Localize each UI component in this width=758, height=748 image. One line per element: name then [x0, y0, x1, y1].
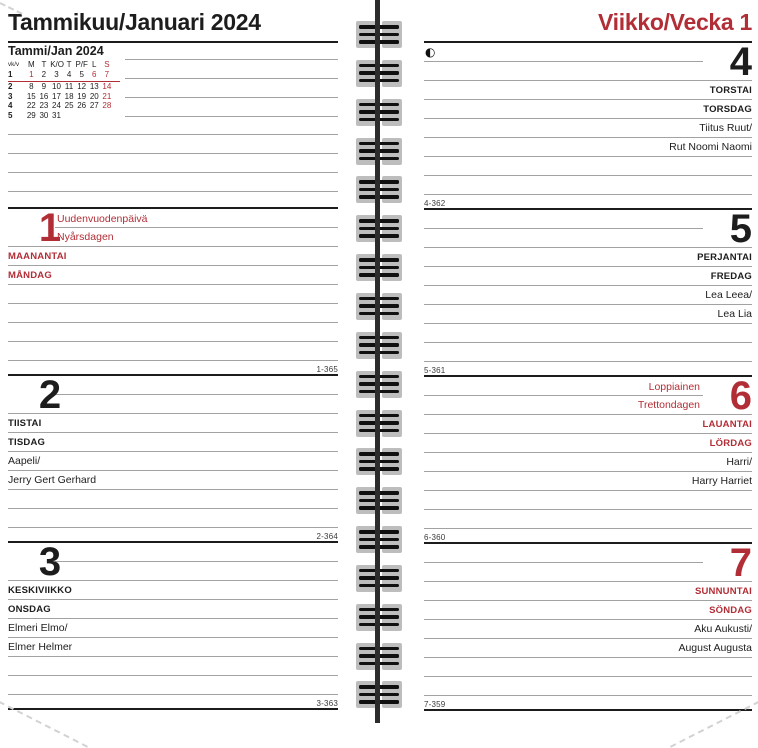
mini-calendar-week-number: 2 [8, 81, 13, 91]
mini-calendar-day: 6 [92, 69, 97, 79]
weekday-name-fi: MAANANTAI [8, 251, 67, 262]
weekday-name-fi: LAUANTAI [702, 419, 752, 430]
day-number-area [424, 374, 752, 418]
ruled-row [8, 323, 338, 342]
mini-calendar-grid [8, 60, 120, 121]
ruled-row [8, 600, 338, 619]
note-line [125, 97, 338, 98]
mini-calendar-day: 26 [77, 101, 87, 111]
mini-calendar-day: 14 [102, 81, 112, 91]
ruled-row [424, 434, 752, 453]
mini-calendar-day [88, 111, 101, 121]
ruled-row [8, 490, 338, 509]
day-ordinal: 3-363 [316, 699, 338, 708]
ruled-row [8, 619, 338, 638]
nameday-names-fi: Tiitus Ruut/ [699, 122, 752, 134]
mini-calendar-week-row [8, 82, 120, 92]
spiral-binding [344, 0, 414, 723]
day-block-5 [424, 208, 752, 375]
day-block-2 [8, 374, 338, 541]
right-page [414, 0, 758, 723]
mini-calendar-day: 13 [89, 81, 99, 91]
note-line [125, 78, 338, 79]
weekday-name-sv: LÖRDAG [709, 438, 752, 449]
nameday-names-sv: Rut Noomi Naomi [669, 141, 752, 153]
ruled-row [424, 305, 752, 324]
note-line [125, 59, 338, 60]
note-line [125, 116, 338, 117]
day-ordinal: 6-360 [424, 533, 446, 542]
mini-calendar-day: 12 [77, 81, 87, 91]
holiday-name-sv: Nyårsdagen [57, 231, 114, 243]
mini-calendar-col-label: M [27, 60, 35, 69]
ruled-row [424, 582, 752, 601]
mini-calendar-day: 8 [29, 81, 34, 91]
mini-calendar-day: 2 [41, 69, 47, 79]
mini-calendar-col-label: L [92, 60, 97, 69]
day-number-area [424, 40, 752, 84]
weekday-name-fi: TIISTAI [8, 418, 42, 429]
mini-calendar-day: 29 [26, 111, 36, 121]
ruled-row [8, 471, 338, 490]
mini-calendar-day: 17 [52, 91, 61, 101]
ruled-row [424, 472, 752, 491]
weekday-name-sv: FREDAG [710, 271, 752, 282]
binding-rod [375, 0, 380, 723]
left-day-blocks [8, 207, 338, 710]
mini-calendar-week-row [8, 111, 120, 121]
mini-calendar-day: 4 [66, 69, 72, 79]
mini-calendar-day [63, 111, 76, 121]
ruled-row [424, 176, 752, 195]
day-block-7 [424, 542, 752, 709]
ruled-row [424, 453, 752, 472]
mini-calendar-col-label: S [104, 60, 110, 69]
mini-calendar-day: 21 [102, 91, 112, 101]
ruled-row [424, 324, 752, 343]
mini-calendar-day [101, 111, 114, 121]
weekday-name-sv: MÅNDAG [8, 270, 52, 281]
mini-calendar-day: 31 [52, 111, 61, 121]
mini-calendar-day [75, 111, 88, 121]
mini-calendar-week-number: 4 [8, 101, 13, 111]
day-ordinal: 5-361 [424, 366, 446, 375]
nameday-names-fi: Aku Aukusti/ [694, 623, 752, 635]
note-line [8, 172, 338, 173]
mini-calendar-week-row [8, 70, 120, 82]
day-number-area [424, 207, 752, 251]
ruled-row [424, 620, 752, 639]
right-day-blocks [424, 41, 752, 711]
mini-calendar-day: 10 [52, 81, 61, 91]
mini-calendar-col-label: vk/v [8, 61, 20, 68]
weekday-name-fi: SUNNUNTAI [694, 586, 752, 597]
mini-calendar-week-number: 5 [8, 111, 13, 121]
mini-calendar-col-label: K/O [50, 60, 64, 69]
mini-calendar-day: 27 [89, 101, 99, 111]
mini-calendar-header: Tammi/Jan 2024 [8, 44, 104, 58]
title-rule [8, 41, 338, 43]
nameday-names-sv: Elmer Helmer [8, 641, 73, 653]
mini-calendar-day: 18 [64, 91, 74, 101]
note-line [8, 153, 338, 154]
day-number: 1 [38, 206, 62, 250]
ruled-row [424, 100, 752, 119]
holiday-name-fi: Loppiainen [648, 381, 700, 393]
weekday-name-sv: TISDAG [8, 437, 46, 448]
mini-calendar-label-row [8, 60, 120, 70]
day-ordinal: 7-359 [424, 700, 446, 709]
ruled-row [8, 509, 338, 528]
nameday-names-sv: Lea Lia [717, 308, 752, 320]
ruled-row [424, 601, 752, 620]
mini-calendar-week-row [8, 92, 120, 102]
day-block-3 [8, 541, 338, 708]
ruled-row [8, 304, 338, 323]
ruled-row [424, 343, 752, 362]
day-number: 5 [729, 207, 752, 251]
mini-calendar-day: 7 [104, 69, 110, 79]
weekday-name-sv: TORSDAG [703, 104, 752, 115]
mini-calendar-week-number: 3 [8, 91, 13, 101]
page-title-month: Tammikuu/Januari 2024 [8, 9, 261, 35]
ruled-row [8, 433, 338, 452]
day-footer [8, 695, 338, 710]
day-block-1 [8, 207, 338, 374]
day-ordinal: 1-365 [316, 365, 338, 374]
day-number: 3 [38, 540, 62, 584]
mini-calendar-day: 20 [89, 91, 99, 101]
day-number-area [8, 206, 338, 250]
ruled-row [424, 415, 752, 434]
ruled-row [8, 676, 338, 695]
mini-calendar-col-label: T [41, 60, 47, 69]
ruled-row [424, 510, 752, 529]
ruled-row [8, 266, 338, 285]
mini-calendar-day: 11 [64, 81, 74, 91]
mini-calendar-week-number: 1 [8, 69, 13, 79]
mini-calendar-day: 15 [26, 91, 36, 101]
ruled-row [424, 248, 752, 267]
nameday-names-sv: Harry Harriet [691, 475, 752, 487]
day-ordinal: 2-364 [316, 532, 338, 541]
day-number: 2 [38, 373, 62, 417]
moon-phase-icon: ◐ [425, 45, 436, 59]
ruled-row [8, 657, 338, 676]
mini-calendar-week-row [8, 101, 120, 111]
note-line [8, 134, 338, 135]
weekday-name-sv: SÖNDAG [709, 605, 752, 616]
mini-calendar [8, 44, 120, 121]
mini-calendar-day: 16 [39, 91, 49, 101]
ruled-row [424, 491, 752, 510]
mini-calendar-day: 25 [64, 101, 74, 111]
mini-calendar-day: 24 [52, 101, 61, 111]
mini-calendar-day: 19 [77, 91, 87, 101]
ruled-row [8, 342, 338, 361]
ruled-row [8, 452, 338, 471]
mini-calendar-day: 23 [39, 101, 49, 111]
mini-calendar-day: 1 [29, 69, 34, 79]
day-ordinal: 4-362 [424, 199, 446, 208]
ruled-row [424, 677, 752, 696]
page-title-week: Viikko/Vecka 1 [598, 9, 752, 35]
weekday-name-fi: KESKIVIIKKO [8, 585, 72, 596]
nameday-names-fi: Harri/ [726, 456, 752, 468]
day-number: 6 [729, 374, 752, 418]
note-line [8, 191, 338, 192]
weekday-name-sv: ONSDAG [8, 604, 51, 615]
nameday-names-fi: Elmeri Elmo/ [8, 622, 68, 634]
nameday-names-sv: Jerry Gert Gerhard [8, 474, 97, 486]
ruled-row [424, 157, 752, 176]
ruled-row [424, 81, 752, 100]
day-number-area [424, 541, 752, 585]
ruled-row [424, 639, 752, 658]
day-block-4 [424, 41, 752, 208]
mini-calendar-day: 9 [41, 81, 47, 91]
mini-calendar-day: 28 [102, 101, 112, 111]
holiday-name-fi: Uudenvuodenpäivä [57, 213, 148, 225]
weekday-name-fi: TORSTAI [709, 85, 752, 96]
mini-calendar-day: 30 [39, 111, 49, 121]
day-number: 4 [729, 40, 752, 84]
day-number-area [8, 540, 338, 584]
day-block-6 [424, 375, 752, 542]
weekday-name-fi: PERJANTAI [697, 252, 752, 263]
nameday-names-sv: August Augusta [678, 642, 752, 654]
mini-calendar-col-label: T [66, 60, 72, 69]
mini-calendar-col-label: P/F [75, 60, 88, 69]
day-number-area [8, 373, 338, 417]
ruled-row [424, 658, 752, 677]
ruled-row [424, 267, 752, 286]
nameday-names-fi: Aapeli/ [8, 455, 41, 467]
ruled-row [424, 286, 752, 305]
left-page [0, 0, 344, 723]
ruled-row [424, 138, 752, 157]
ruled-row [424, 119, 752, 138]
mini-calendar-day: 5 [79, 69, 84, 79]
day-footer [424, 696, 752, 711]
mini-calendar-day: 22 [26, 101, 36, 111]
day-number: 7 [729, 541, 752, 585]
ruled-row [8, 638, 338, 657]
nameday-names-fi: Lea Leea/ [705, 289, 752, 301]
holiday-name-sv: Trettondagen [637, 399, 700, 411]
ruled-row [8, 285, 338, 304]
mini-calendar-day: 3 [54, 69, 59, 79]
